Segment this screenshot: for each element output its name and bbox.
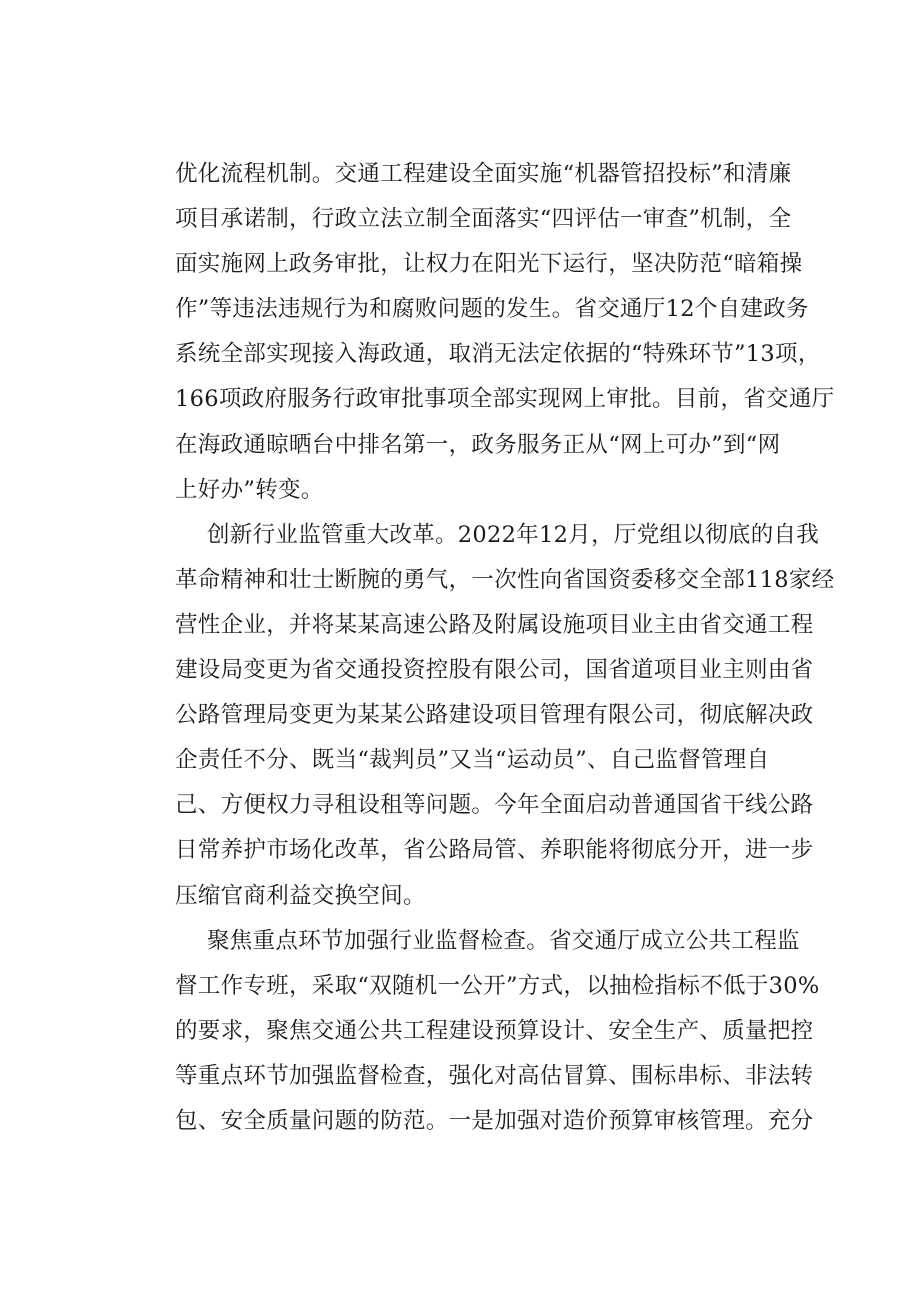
text-line: 日常养护市场化改革，省公路局管、养职能将彻底分开，进一步	[175, 837, 814, 864]
text-line: 压缩官商利益交换空间。	[175, 882, 426, 909]
text-line: 包、安全质量问题的防范。一是加强对造价预算审核管理。充分	[175, 1107, 814, 1134]
text-line: 革命精神和壮士断腕的勇气，一次性向省国资委移交全部118家经	[175, 566, 835, 593]
text-line: 作”等违法违规行为和腐败问题的发生。省交通厅12个自建政务	[175, 296, 809, 323]
text-line: 己、方便权力寻租设租等问题。今年全面启动普通国省干线公路	[175, 792, 814, 819]
text-line: 聚焦重点环节加强行业监督检查。省交通厅成立公共工程监	[207, 927, 800, 954]
body-text	[175, 152, 835, 1144]
text-line: 公路管理局变更为某某公路建设项目管理有限公司，彻底解决政	[175, 702, 814, 729]
text-line: 的要求，聚焦交通公共工程建设预算设计、安全生产、质量把控	[175, 1017, 814, 1044]
text-line: 创新行业监管重大改革。2022年12月，厅党组以彻底的自我	[207, 521, 820, 548]
text-line: 在海政通晾晒台中排名第一，政务服务正从“网上可办”到“网	[175, 431, 781, 458]
text-line: 营性企业，并将某某高速公路及附属设施项目业主由省交通工程	[175, 611, 814, 638]
text-line: 督工作专班，采取“双随机一公开”方式，以抽检指标不低于30%	[175, 972, 820, 999]
text-line: 系统全部实现接入海政通，取消无法定依据的“特殊环节”13项，	[175, 341, 821, 368]
text-line: 优化流程机制。交通工程建设全面实施“机器管招投标”和清廉	[175, 161, 792, 187]
text-line: 建设局变更为省交通投资控股有限公司，国省道项目业主则由省	[175, 657, 814, 684]
text-line: 面实施网上政务审批，让权力在阳光下运行，坚决防范“暗箱操	[175, 251, 803, 278]
text-line: 企责任不分、既当“裁判员”又当“运动员”、自己监督管理自	[175, 747, 770, 774]
text-line: 166项政府服务行政审批事项全部实现网上审批。目前，省交通厅	[175, 386, 835, 413]
text-line: 项目承诺制，行政立法立制全面落实“四评估一审查”机制，全	[175, 206, 792, 233]
text-line: 等重点环节加强监督检查，强化对高估冒算、围标串标、非法转	[175, 1062, 814, 1089]
text-line: 上好办”转变。	[175, 476, 324, 503]
